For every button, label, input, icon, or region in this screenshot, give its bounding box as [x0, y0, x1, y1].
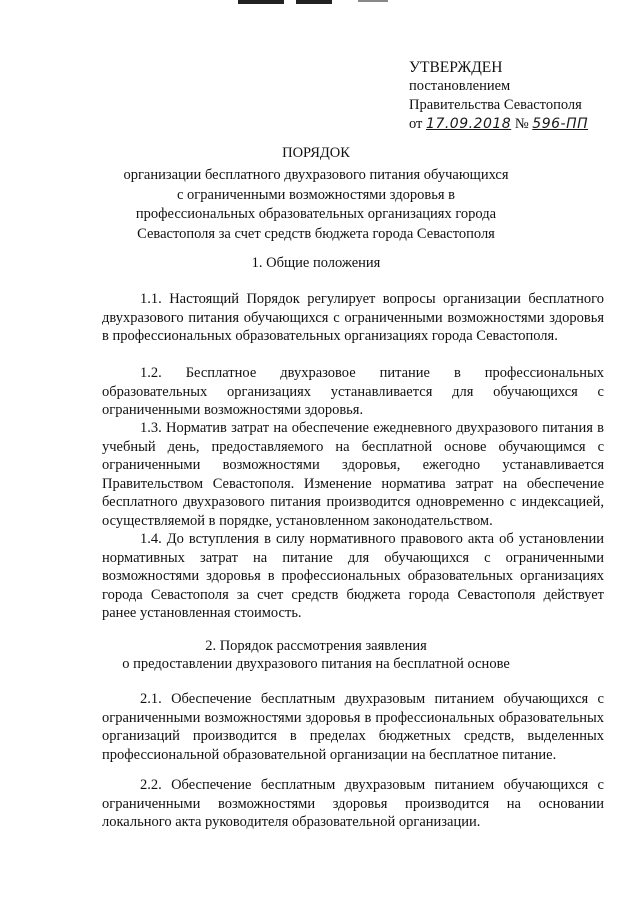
approval-number-label: №: [514, 116, 529, 132]
approval-line2: Правительства Севастополя: [409, 97, 582, 113]
paragraph-1-4: [102, 530, 604, 623]
paragraph-2-1: [102, 690, 604, 764]
paragraph-1-1-text: 1.1. Настоящий Порядок регулирует вопросы организации бесплатного двухразового питания обучающихся с ограниченными возможностями здоровья в профессиональных образовательных организациях города Севастополя.: [102, 291, 604, 344]
paragraph-1-2-text: 1.2. Бесплатное двухразовое питание в профессиональных образовательных организациях устанавливается для обучающихся с ограниченными возможностями здоровья.: [102, 365, 604, 418]
paragraph-1-1: [102, 290, 604, 346]
section2-heading-line2: о предоставлении двухразового питания на бесплатной основе: [122, 656, 510, 672]
approval-line1: постановлением: [409, 78, 511, 94]
paragraph-2-2: [102, 776, 604, 832]
paragraph-1-3: [102, 419, 604, 530]
approval-number: 596-ПП: [532, 116, 589, 132]
approval-title: УТВЕРЖДЕН: [409, 59, 503, 76]
approval-date: 17.09.2018: [426, 116, 512, 132]
paragraph-1-3-text: 1.3. Норматив затрат на обеспечение ежедневного двухразового питания в учебный день, предоставляемого на бесплатной основе обучающимся с ограниченными возможностями здоровья, ежегодно устанавливается Правительством Севастополя. Изменение норматива затрат на обеспечение бесплатного двухразового питания производится одновременно с индексацией, осуществляемой в порядке, установленном законодательством.: [102, 420, 604, 529]
approval-date-line: [409, 115, 588, 134]
scan-artifact: [238, 0, 398, 6]
approval-from-label: от: [409, 116, 423, 132]
paragraph-2-1-text: 2.1. Обеспечение бесплатным двухразовым питанием обучающихся с ограниченными возможностями здоровья в профессиональных образовательных организаций производится в пределах бюджетных средств, выделенных профессиональной образовательной организации на бесплатное питание.: [102, 691, 604, 763]
paragraph-1-4-text: 1.4. До вступления в силу нормативного правового акта об установлении нормативных затрат на питание для обучающихся с ограниченными возможностями здоровья в профессиональных образовательных организациях города Севастополя за счет средств бюджета города Севастополя действует ранее установленная стоимость.: [102, 531, 604, 621]
paragraph-2-2-text: 2.2. Обеспечение бесплатным двухразовым питанием обучающихся с ограниченными возможностями здоровья производится на основании локального акта руководителя образовательной организации.: [102, 777, 604, 830]
approval-block: [409, 58, 588, 134]
section1-heading: 1. Общие положения: [251, 255, 381, 271]
paragraph-1-2: [102, 364, 604, 420]
section2-heading-line1: 2. Порядок рассмотрения заявления: [205, 638, 427, 654]
document-title: ПОРЯДОК: [282, 145, 350, 161]
document-subtitle: организации бесплатного двухразового питания обучающихся с ограниченными возможностями здоровья в профессиональных образовательных организациях города Севастополя за счет средств бюджета города Севастополя: [123, 167, 509, 242]
